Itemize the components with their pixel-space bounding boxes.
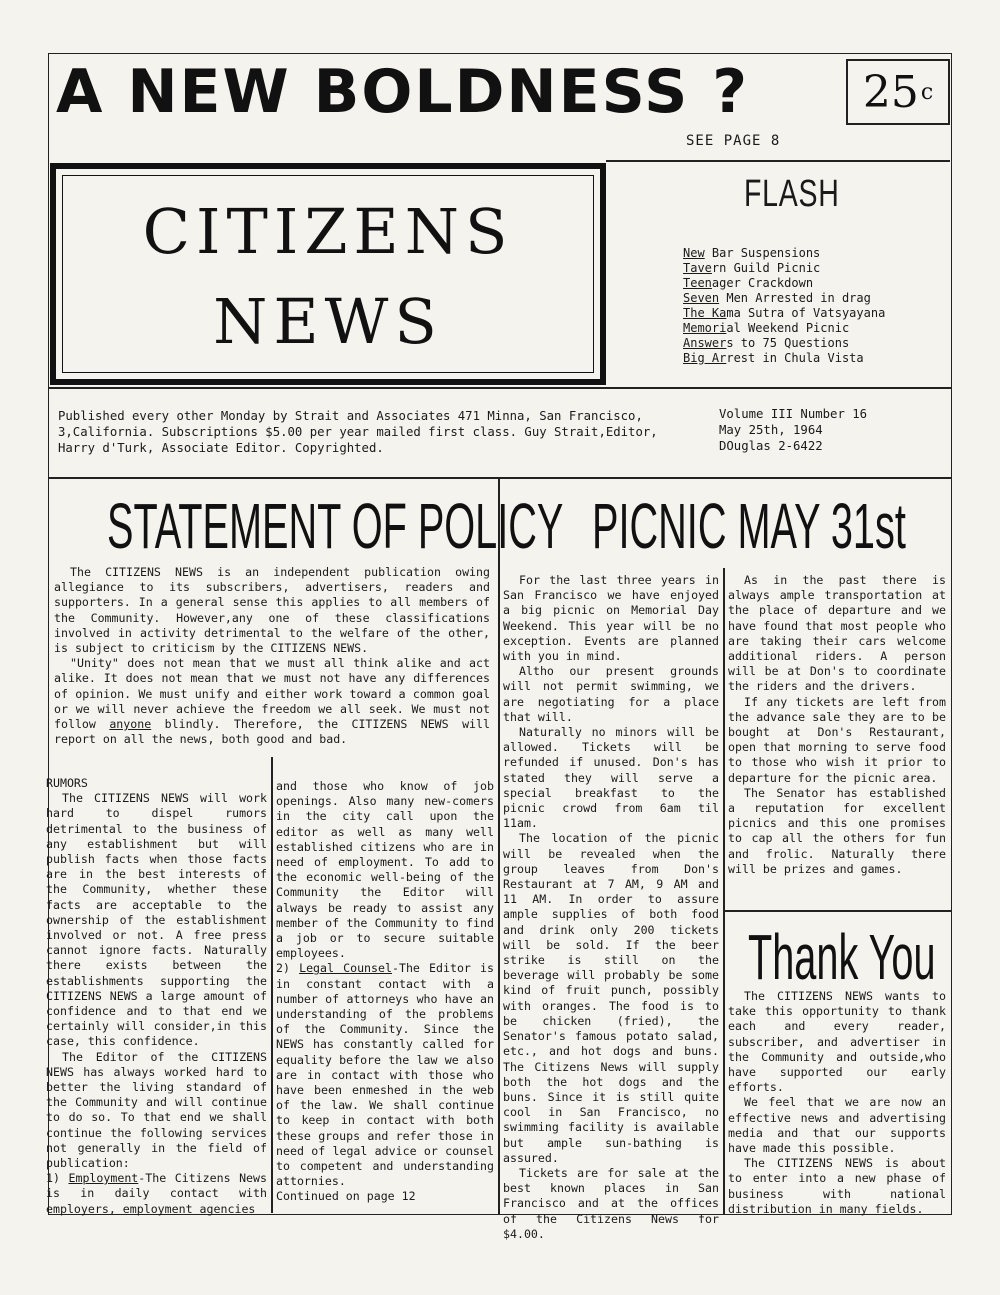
price-amount: 25 xyxy=(862,66,919,118)
divider-under-masthead xyxy=(48,387,952,389)
picnic-column-2: As in the past there is always ample transportation at the place of departure and we have found that most people who are taking their cars welcome additional riders. A person will be at Don's to coordinate the riders and the drivers. If any tickets are left from the advance sale they are to be bought at Don's Restaurant, open that morning to serve food to those who wish it prior to departure for the picnic area. The Senator has established a reputation for excellent picnics and this one promises to cap all the others for fun and frolic. Naturally there will be prizes and games. xyxy=(728,573,946,876)
flash-item: Seven Men Arrested in drag xyxy=(683,291,871,305)
flash-item: Answers to 75 Questions xyxy=(683,336,850,350)
thankyou-body: The CITIZENS NEWS wants to take this opportunity to thank each and every reader, subscriber, and advertiser in the Community and outside,who have supported our early efforts. We feel that we are now an effective news and advertising media and that our supports have made this possible. The CITIZENS NEWS is about to enter into a new phase of business with national distribution in many fields. xyxy=(728,989,946,1216)
flash-item: Big Arrest in Chula Vista xyxy=(683,351,864,365)
flash-item: Memorial Weekend Picnic xyxy=(683,321,850,335)
see-page-note: SEE PAGE 8 xyxy=(686,133,781,149)
column-rule-main xyxy=(498,477,500,1215)
price-box xyxy=(846,59,950,125)
divider-under-pubinfo xyxy=(48,477,952,479)
column-rule-picnic xyxy=(723,568,725,1215)
flash-item: Tavern Guild Picnic xyxy=(683,261,821,275)
volume-info: Volume III Number 16 May 25th, 1964 DOuglas 2-6422 xyxy=(719,407,868,453)
publication-info: Published every other Monday by Strait and Associates 471 Minna, San Francisco, 3,California. Subscriptions $5.00 per year mailed first class. Guy Strait,Editor, Harry d'Turk, Associate Editor. Copyrighted. xyxy=(58,409,658,455)
picnic-title: PICNIC MAY 31st xyxy=(592,490,906,562)
thankyou-title: Thank You xyxy=(748,921,936,993)
headline: A NEW BOLDNESS ? xyxy=(56,57,749,127)
rumors-column-1: RUMORS The CITIZENS NEWS will work hard to dispel rumors detrimental to the business of any establishment but will publish facts when those facts are in the best interests of the Community, whether these facts are acceptable to the ownership of the establishment involved or not. A free press cannot ignore facts. Naturally there exists between the establishments supporting the CITIZENS NEWS a large amount of confidence and to that end we certainly will consider,in this case, this confidence. The Editor of the CITIZENS NEWS has always worked hard to better the living standard of the Community and will continue to do so. To that end we shall continue the following services not generally in the field of publication: 1) Employment-The Citizens News is in daily contact with employers, employment agencies xyxy=(46,776,267,1216)
policy-title: STATEMENT OF POLICY xyxy=(107,490,564,562)
flash-list xyxy=(683,246,885,366)
price-unit: c xyxy=(920,79,934,105)
flash-item: New Bar Suspensions xyxy=(683,246,821,260)
flash-item: Teenager Crackdown xyxy=(683,276,814,290)
masthead-box xyxy=(50,163,606,385)
continued-note: Continued on page 12 xyxy=(276,1189,416,1204)
column-rule-rumors xyxy=(271,757,273,1213)
flash-item: The Kama Sutra of Vatsyayana xyxy=(683,306,886,320)
picnic-column-1: For the last three years in San Francisco we have enjoyed a big picnic on Memorial Day Weekend. This year will be no exception. Events are planned with you in mind. Altho our present grounds will not permit swimming, we are negotiating for a place that will. Naturally no minors will be allowed. Tickets will be refunded if unused. Don's has stated they will serve a special breakfast to the picnic crowd from 6am til 11am. The location of the picnic will be revealed when the group leaves from Don's Restaurant at 7 AM, 9 AM and 11 AM. In order to assure ample supplies of both food and drink only 200 tickets will be sold. If the beer strike is still on the beverage will probably be some kind of fruit punch, possibly with oranges. The food is to be chicken (fried), the Senator's famous potato salad, etc., and hot dogs and buns. The Citizens News will supply both the hot dogs and the buns. Since it is still quite cool in San Francisco, no swimming facility is available but ample sun-bathing is assured. Tickets are for sale at the best known places in San Francisco and at the offices of the Citizens News for $4.00. xyxy=(503,573,719,1241)
masthead-line-2: NEWS xyxy=(213,285,443,358)
divider-under-headline xyxy=(606,160,950,162)
divider-above-thankyou xyxy=(723,910,952,912)
rumors-column-2: and those who know of job openings. Also many new-comers in the city call upon the editor as well as many well established citizens who are in need of employment. To add to the economic well-being of the Community the Editor will always be ready to assist any member of the Community to find a job or to secure suitable employees. 2) Legal Counsel-The Editor is in constant contact with a number of attorneys who have an understanding of the problems of the Community. Since the NEWS has constantly called for equality before the law we also are in contact with those who have been enmeshed in the web of the law. We shall continue to keep in contact with both these groups and refer those in need of legal advice or counsel to competent and understanding attornies. Continued on page 12 xyxy=(276,779,494,1204)
masthead-line-1: CITIZENS xyxy=(142,195,514,268)
flash-title: FLASH xyxy=(744,173,840,215)
policy-body: The CITIZENS NEWS is an independent publication owing allegiance to its subscribers, advertisers, readers and supporters. In a general sense this applies to all members of the Community. However,any one of these classifications involved in activity detrimental to the welfare of the other, is subject to criticism by the CITIZENS NEWS. "Unity" does not mean that we must all think alike and act alike. It does not mean that we must not have any differences of opinion. We must unify and either work toward a common goal or we will never achieve the freedom we all seek. We must not follow anyone blindly. Therefore, the CITIZENS NEWS will report on all the news, both good and bad. xyxy=(54,565,490,747)
rumors-heading: RUMORS xyxy=(46,776,88,790)
